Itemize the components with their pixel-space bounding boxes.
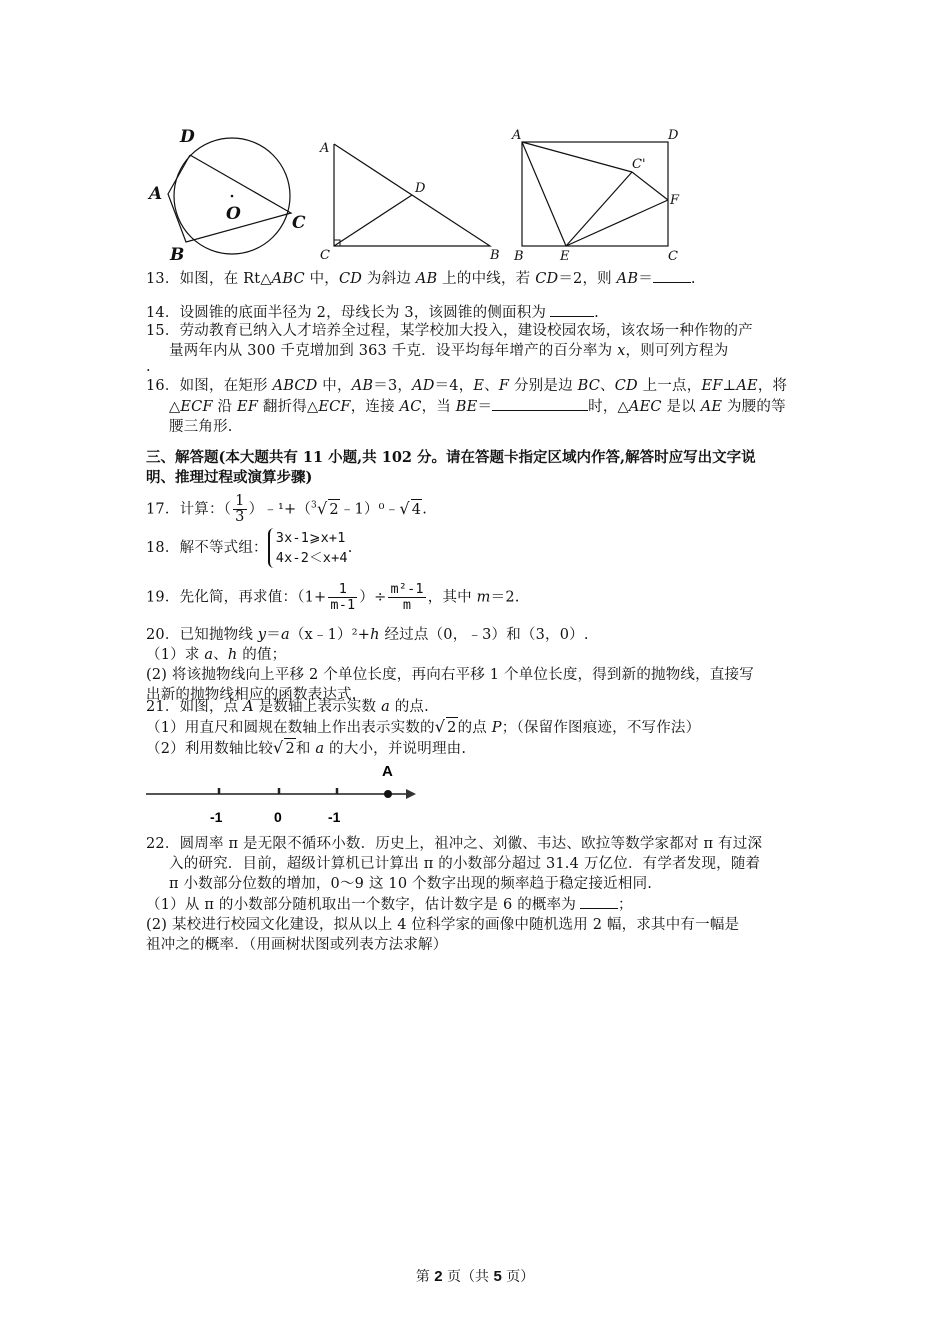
label-c: C <box>320 248 330 263</box>
question-number: 14． <box>146 305 180 321</box>
text: . <box>690 271 696 287</box>
numerator: 1 <box>328 582 357 598</box>
text: 、 <box>484 378 499 394</box>
tick-label: -1 <box>210 809 223 825</box>
answer-blank[interactable] <box>580 894 618 909</box>
label-c: C <box>668 249 678 264</box>
question-number: 19． <box>146 589 180 606</box>
root-index: 3 <box>311 500 317 511</box>
text: ＝4， <box>434 378 474 394</box>
tick-label: -1 <box>328 809 341 825</box>
text: π 小数部分位数的增加，0～9 这 10 个数字出现的频率趋于稳定接近相同. <box>169 876 653 892</box>
triangle-figure <box>318 124 508 264</box>
text: . <box>347 540 353 556</box>
label-d: D <box>415 181 426 196</box>
text: 设圆锥的底面半径为 2，母线长为 3，该圆锥的侧面积为 <box>179 305 547 321</box>
page-number: 2 <box>434 1268 443 1285</box>
math-var: a <box>204 647 214 663</box>
text: （1）从 π 的小数部分随机取出一个数字，估计数字是 6 的概率为 <box>146 897 577 913</box>
text: 先化简，再求值：（1+ <box>179 589 327 606</box>
math-var: h <box>227 647 238 663</box>
text: ＝ <box>266 627 281 643</box>
question-16 <box>146 376 808 437</box>
text: ⊥ <box>722 378 737 394</box>
text: （2）利用数轴比较 <box>146 741 274 757</box>
math-var: BC <box>577 378 601 394</box>
inequality-system <box>268 528 348 568</box>
question-number: 22． <box>146 836 180 852</box>
text: 是以 <box>661 399 701 415</box>
radical-icon: √ <box>316 498 328 518</box>
text: 解不等式组： <box>179 540 268 556</box>
math-var: h <box>370 627 380 643</box>
question-15 <box>146 321 808 373</box>
text: 出新的抛物线相应的函数表达式. <box>146 687 357 703</box>
math-var: CD <box>614 378 638 394</box>
text: 中， <box>317 378 352 394</box>
text: ）÷ <box>359 589 387 606</box>
math-var: E <box>473 378 485 394</box>
question-22 <box>146 834 808 955</box>
text: 的点 <box>457 720 492 736</box>
text: ＝ <box>638 271 653 287</box>
text: 分别是边 <box>509 378 578 394</box>
radicand: 4 <box>411 499 422 520</box>
question-number: 21． <box>146 699 180 715</box>
text: ，则可列方程为 <box>625 343 729 359</box>
label-b: B <box>170 245 185 264</box>
text: 为斜边 <box>362 271 416 287</box>
text: 上的中线，若 <box>437 271 536 287</box>
text: （x﹣1）²+ <box>289 627 371 643</box>
denominator: 3 <box>235 509 245 525</box>
math-var: a <box>381 699 390 715</box>
radicand: 2 <box>284 738 295 759</box>
answer-blank[interactable] <box>550 302 594 317</box>
text: 、 <box>600 378 615 394</box>
text: 已知抛物线 <box>179 627 258 643</box>
text: 圆周率 π 是无限不循环小数．历史上，祖冲之、刘徽、韦达、欧拉等数学家都对 π 有过深 <box>179 836 763 852</box>
math-var: x <box>617 343 626 359</box>
text: ； <box>618 897 633 913</box>
text: ）﹣¹+（ <box>248 501 312 518</box>
text: ＝2. <box>490 589 520 606</box>
question-number: 17． <box>146 501 180 518</box>
radicand: 2 <box>328 499 339 520</box>
answer-blank[interactable] <box>653 268 691 283</box>
circle-figure <box>146 124 316 264</box>
text: 页（共 <box>442 1269 494 1285</box>
label-c-prime: C' <box>632 157 646 172</box>
text: 入的研究．目前，超级计算机已计算出 π 的小数部分超过 31.4 万亿位．有学者发现，随着 <box>169 856 761 872</box>
text: ，将 <box>757 378 788 394</box>
math-var: a <box>315 741 325 757</box>
text: ，当 <box>421 399 456 415</box>
text: ，其中 <box>427 589 477 606</box>
text: 如图，在矩形 <box>179 378 273 394</box>
question-number: 13． <box>146 271 180 287</box>
text: 为腰的等 <box>722 399 786 415</box>
text: . <box>146 359 151 375</box>
text: 如图，点 <box>179 699 244 715</box>
label-a: A <box>512 128 522 143</box>
math-var: EF <box>701 378 723 394</box>
math-var: CD <box>338 271 363 287</box>
inequality: 3x-1⩾x+1 <box>275 530 346 546</box>
text: 上一点， <box>637 378 702 394</box>
point-a <box>384 790 392 798</box>
text: . <box>422 501 428 518</box>
rectangle-figure <box>508 124 698 264</box>
text: 如图，在 Rt△ <box>179 271 272 287</box>
page-footer <box>0 1266 950 1286</box>
math-var: ABC <box>271 271 305 287</box>
radical-icon: √ <box>273 738 284 757</box>
label-d: D <box>668 128 679 143</box>
section-title-line: 三、解答题(本大题共有 11 小题,共 102 分。请在答题卡指定区域内作答,解答时应写出文字说 <box>146 449 756 466</box>
label-b: B <box>514 249 524 264</box>
math-var: a <box>280 627 290 643</box>
text: 和 <box>295 741 316 757</box>
fraction <box>388 582 425 613</box>
text: ＝ <box>477 399 493 415</box>
point-label: A <box>382 763 393 780</box>
math-var: AE <box>736 378 758 394</box>
text: 量两年内从 300 千克增加到 363 千克．设平均每年增产的百分率为 <box>169 343 618 359</box>
question-13 <box>146 268 808 289</box>
text: 第 <box>415 1269 435 1285</box>
text: 的大小，并说明理由. <box>324 741 467 757</box>
math-var: AE <box>700 399 723 415</box>
text: 时，△ <box>588 399 629 415</box>
math-var: ECF <box>318 399 351 415</box>
label-d: D <box>180 127 195 147</box>
number-line <box>146 760 426 834</box>
math-var: AB <box>616 271 639 287</box>
text: ﹣1）⁰﹣ <box>339 501 400 518</box>
math-var: ABCD <box>272 378 318 394</box>
label-a: A <box>320 141 330 156</box>
radical-icon: √ <box>434 717 446 736</box>
question-number: 16． <box>146 378 180 394</box>
denominator: m-1 <box>330 597 356 613</box>
question-14 <box>146 302 808 323</box>
answer-blank[interactable] <box>492 396 588 411</box>
math-var: BE <box>455 399 478 415</box>
question-17 <box>146 494 808 525</box>
math-var: AB <box>351 378 374 394</box>
math-var: y <box>257 627 267 643</box>
numerator: m²-1 <box>390 581 424 597</box>
label-a: A <box>149 184 163 204</box>
radical-icon: √ <box>399 498 410 518</box>
inequality: 4x-2＜x+4 <box>275 550 348 566</box>
question-18 <box>146 528 808 568</box>
denominator: m <box>402 597 412 613</box>
math-var: CD <box>535 271 559 287</box>
math-var: A <box>243 699 254 715</box>
text: 经过点（0，﹣3）和（3，0）. <box>379 627 589 643</box>
fraction <box>328 582 357 613</box>
math-var: AB <box>415 271 438 287</box>
tick-label: 0 <box>274 809 282 825</box>
text: 页） <box>501 1269 535 1285</box>
text: (2) 某校进行校园文化建设，拟从以上 4 位科学家的画像中随机选用 2 幅，求其中有一幅是 <box>146 917 740 933</box>
label-o: O <box>226 204 241 224</box>
text: ，连接 <box>350 399 400 415</box>
text: ＝2，则 <box>558 271 617 287</box>
question-21 <box>146 697 808 759</box>
page-total: 5 <box>493 1268 502 1285</box>
math-var: F <box>498 378 510 394</box>
arrow-icon <box>406 789 416 799</box>
text: 的点. <box>389 699 429 715</box>
numerator: 1 <box>235 493 245 509</box>
question-number: 20． <box>146 627 180 643</box>
text: △ <box>169 399 181 415</box>
label-b: B <box>490 248 500 263</box>
text: ＝3， <box>373 378 413 394</box>
section-title-line: 明、推理过程或演算步骤) <box>146 469 313 486</box>
text: (2) 将该抛物线向上平移 2 个单位长度，再向右平移 1 个单位长度，得到新的抛物线，直接写 <box>146 667 754 683</box>
text: 劳动教育已纳入人才培养全过程，某学校加大投入，建设校园农场，该农场一种作物的产 <box>179 323 753 339</box>
math-var: ECF <box>180 399 213 415</box>
question-20 <box>146 625 808 705</box>
text: 的值； <box>237 647 287 663</box>
text: 祖冲之的概率．（用画树状图或列表方法求解） <box>146 937 448 953</box>
question-number: 18． <box>146 540 180 556</box>
figures-row <box>146 124 706 264</box>
text: （1）求 <box>146 647 205 663</box>
math-var: AD <box>412 378 435 394</box>
question-19 <box>146 582 808 613</box>
fraction <box>233 494 246 525</box>
text: 、 <box>213 647 228 663</box>
label-e: E <box>560 249 570 264</box>
text: 是数轴上表示实数 <box>253 699 382 715</box>
math-var: AEC <box>628 399 662 415</box>
question-number: 15． <box>146 323 180 339</box>
text: 计算：（ <box>179 501 232 518</box>
text: . <box>594 305 599 321</box>
text: 沿 <box>212 399 238 415</box>
text: 中， <box>304 271 339 287</box>
section-header <box>146 448 808 488</box>
math-var: P <box>491 720 502 736</box>
text: 翻折得△ <box>258 399 319 415</box>
math-var: EF <box>237 399 259 415</box>
label-f: F <box>670 193 680 208</box>
math-var: m <box>476 589 491 606</box>
text: 腰三角形. <box>169 419 233 435</box>
text: （1）用直尺和圆规在数轴上作出表示实数的 <box>146 720 435 736</box>
label-c: C <box>292 213 306 233</box>
radicand: 2 <box>446 717 457 738</box>
math-var: AC <box>399 399 422 415</box>
text: ；（保留作图痕迹，不写作法） <box>501 720 701 736</box>
